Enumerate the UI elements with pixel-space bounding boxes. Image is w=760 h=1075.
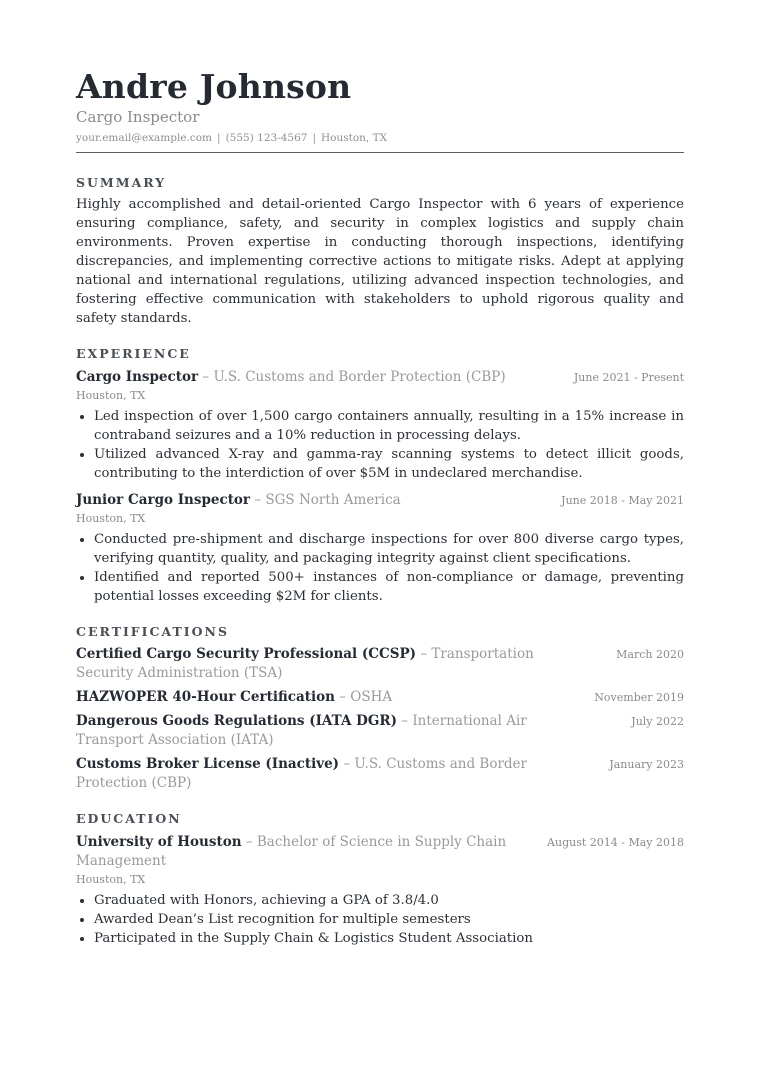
job-bullets <box>76 530 684 606</box>
contact-line <box>76 131 684 145</box>
header-divider <box>76 152 684 153</box>
certification-date: November 2019 <box>594 691 684 704</box>
job-role: Cargo Inspector <box>76 369 199 385</box>
job-role: Junior Cargo Inspector <box>76 492 251 508</box>
experience-entry <box>76 368 684 483</box>
contact-separator: | <box>217 132 221 144</box>
education-date: August 2014 - May 2018 <box>547 836 684 849</box>
certification-date: January 2023 <box>609 758 684 771</box>
certification-text <box>76 755 576 793</box>
certification-name: Dangerous Goods Regulations (IATA DGR) <box>76 713 397 729</box>
bullet-item: • Conducted pre-shipment and discharge inspections for over 800 diverse cargo types, verifying quantity, quality, and packaging integrity against client specifications. <box>94 530 684 568</box>
certification-text <box>76 645 576 683</box>
bullet-item: • Identified and reported 500+ instances of non-compliance or damage, preventing potential losses exceeding $2M for clients. <box>94 568 684 606</box>
degree-name: Bachelor of Science in Supply Chain Management <box>76 834 507 869</box>
employer-name: SGS North America <box>265 492 401 508</box>
job-title: Cargo Inspector <box>76 108 200 126</box>
dash-separator: – <box>202 369 210 385</box>
certification-text <box>76 712 576 750</box>
certification-issuer: International Air Transport Association (IATA) <box>76 713 527 748</box>
certification-issuer: Transportation Security Administration (TSA) <box>76 646 534 681</box>
certification-name: HAZWOPER 40-Hour Certification <box>76 689 335 705</box>
bullet-item: • Graduated with Honors, achieving a GPA of 3.8/4.0 <box>94 891 684 910</box>
experience-header <box>76 491 401 510</box>
employer-name: U.S. Customs and Border Protection (CBP) <box>213 369 506 385</box>
dash-separator: – <box>420 646 428 662</box>
contact-separator: | <box>312 132 316 144</box>
email-text: your.email@example.com <box>76 132 213 144</box>
job-date: June 2018 - May 2021 <box>561 494 684 507</box>
education-entry <box>76 833 684 948</box>
certification-name: Customs Broker License (Inactive) <box>76 756 340 772</box>
summary-heading: SUMMARY <box>76 175 167 190</box>
certification-date: July 2022 <box>631 715 684 728</box>
dash-separator: – <box>401 713 409 729</box>
certification-entry <box>76 712 684 750</box>
certification-date: March 2020 <box>616 648 684 661</box>
job-date: June 2021 - Present <box>573 371 684 384</box>
certification-issuer: U.S. Customs and Border Protection (CBP) <box>76 756 527 791</box>
phone-text: (555) 123-4567 <box>225 132 308 144</box>
certification-entry <box>76 645 684 683</box>
job-location: Houston, TX <box>76 389 146 402</box>
dash-separator: – <box>339 689 346 705</box>
certification-entry <box>76 688 684 707</box>
bullet-item: • Utilized advanced X-ray and gamma-ray scanning systems to detect illicit goods, contributing to the interdiction of over $5M in undeclared merchandise. <box>94 445 684 483</box>
education-header <box>76 833 537 871</box>
education-bullets <box>76 891 684 948</box>
bullet-item: • Awarded Dean’s List recognition for multiple semesters <box>94 910 684 929</box>
certification-issuer: OSHA <box>350 689 393 705</box>
certifications-heading: CERTIFICATIONS <box>76 624 229 639</box>
bullet-item: • Led inspection of over 1,500 cargo containers annually, resulting in a 15% increase in contraband seizures and a 10% reduction in processing delays. <box>94 407 684 445</box>
bullet-item: • Participated in the Supply Chain & Logistics Student Association <box>94 929 684 948</box>
job-location: Houston, TX <box>76 512 146 525</box>
dash-separator: – <box>245 834 253 850</box>
summary-text: Highly accomplished and detail-oriented Cargo Inspector with 6 years of experience ensuring compliance, safety, and security in complex logistics and supply chain environments. Proven expertise in conducting thorough inspections, identifying discrepancies, and implementing corrective actions to mitigate risks. Adept at applying national and international regulations, utilizing advanced inspection technologies, and fostering effective communication with stakeholders to uphold rigorous quality and safety standards. <box>76 197 684 326</box>
experience-header <box>76 368 506 387</box>
certification-name: Certified Cargo Security Professional (CCSP) <box>76 646 417 662</box>
dash-separator: – <box>254 492 262 508</box>
job-bullets <box>76 407 684 483</box>
certification-text <box>76 688 392 707</box>
experience-heading: EXPERIENCE <box>76 346 191 361</box>
candidate-name: Andre Johnson <box>76 67 352 106</box>
education-location: Houston, TX <box>76 873 146 886</box>
school-name: University of Houston <box>76 834 242 850</box>
dash-separator: – <box>343 756 351 772</box>
education-heading: EDUCATION <box>76 811 182 826</box>
experience-entry <box>76 491 684 606</box>
certification-entry <box>76 755 684 793</box>
location-text: Houston, TX <box>321 132 388 144</box>
